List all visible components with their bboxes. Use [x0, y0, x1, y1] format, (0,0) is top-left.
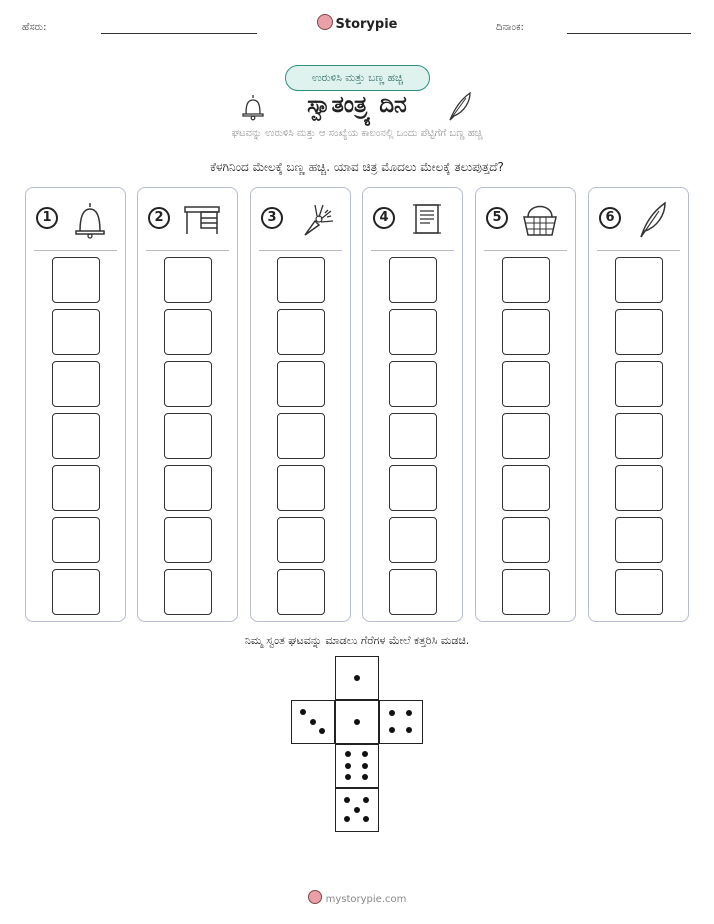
color-box[interactable] — [389, 517, 437, 563]
color-box[interactable] — [52, 465, 100, 511]
date-label: ದಿನಾಂಕ: — [496, 22, 524, 33]
dice-pip — [319, 728, 325, 734]
color-box[interactable] — [52, 517, 100, 563]
dice-pip — [389, 710, 395, 716]
storypie-logo-icon — [317, 14, 333, 30]
column-divider — [146, 250, 229, 251]
dice-pip — [362, 751, 368, 757]
subtitle: ಘಟವನ್ನು ಉರುಳಿಸಿ ಮತ್ತು ಆ ಸಂಖ್ಯೆಯ ಕಾಲಂನಲ್ಲಿ ಒಂದು ಪೆಟ್ಟಿಗೆಗೆ ಬಣ್ಣ ಹಚ್ಚಿ — [231, 128, 483, 139]
dice-face-4 — [379, 700, 423, 744]
dice-pip — [406, 727, 412, 733]
color-box[interactable] — [164, 517, 212, 563]
color-box[interactable] — [277, 361, 325, 407]
dice-face-1 — [335, 656, 379, 700]
column-1 — [25, 187, 126, 622]
dice-pip — [362, 763, 368, 769]
column-3 — [250, 187, 351, 622]
storypie-footer-logo-icon — [308, 890, 322, 904]
dice-pip — [362, 774, 368, 780]
column-4 — [362, 187, 463, 622]
dice-pip — [345, 774, 351, 780]
color-box[interactable] — [389, 413, 437, 459]
color-box[interactable] — [52, 309, 100, 355]
color-box[interactable] — [389, 465, 437, 511]
name-input-line[interactable] — [101, 33, 257, 34]
color-box[interactable] — [164, 413, 212, 459]
bell-icon — [70, 199, 110, 239]
color-box[interactable] — [502, 257, 550, 303]
dice-pip — [406, 710, 412, 716]
brand-name: Storypie — [335, 17, 398, 32]
column-2 — [137, 187, 238, 622]
color-box[interactable] — [502, 569, 550, 615]
quill-icon — [633, 199, 673, 239]
color-box[interactable] — [277, 569, 325, 615]
column-number: 5 — [486, 207, 508, 229]
dice-face-6 — [335, 744, 379, 788]
color-box[interactable] — [615, 517, 663, 563]
question: ಕೆಳಗಿನಿಂದ ಮೇಲಕ್ಕೆ ಬಣ್ಣ ಹಚ್ಚಿ. ಯಾವ ಚಿತ್ರ ಮೊದಲು ಮೇಲಕ್ಕೆ ತಲುಪುತ್ತದೆ? — [210, 160, 504, 174]
column-number: 6 — [599, 207, 621, 229]
color-box[interactable] — [52, 257, 100, 303]
dice-pip — [345, 751, 351, 757]
color-box[interactable] — [277, 309, 325, 355]
scroll-icon — [407, 199, 447, 239]
dice-face-1 — [335, 700, 379, 744]
column-number: 4 — [373, 207, 395, 229]
color-box[interactable] — [389, 569, 437, 615]
dice-pip — [345, 763, 351, 769]
dice-pip — [363, 797, 369, 803]
dice-pip — [363, 816, 369, 822]
column-5 — [475, 187, 576, 622]
column-divider — [371, 250, 454, 251]
color-box[interactable] — [277, 465, 325, 511]
color-box[interactable] — [164, 465, 212, 511]
dice-pip — [389, 727, 395, 733]
dice-pip — [354, 719, 360, 725]
color-box[interactable] — [502, 413, 550, 459]
color-box[interactable] — [164, 361, 212, 407]
column-6 — [588, 187, 689, 622]
brand — [0, 14, 714, 32]
dice-face-5 — [335, 788, 379, 832]
dice-pip — [310, 719, 316, 725]
color-box[interactable] — [502, 361, 550, 407]
dice-pip — [344, 816, 350, 822]
color-box[interactable] — [164, 257, 212, 303]
color-box[interactable] — [164, 309, 212, 355]
column-number: 1 — [36, 207, 58, 229]
dice-pip — [300, 709, 306, 715]
desk-icon — [182, 199, 222, 239]
footer-site: mystorypie.com — [325, 894, 407, 905]
quill-icon — [446, 90, 474, 122]
page-title: ಸ್ವಾತಂತ್ರ್ಯ ದಿನ — [307, 92, 407, 118]
color-box[interactable] — [52, 413, 100, 459]
color-box[interactable] — [615, 257, 663, 303]
color-box[interactable] — [277, 257, 325, 303]
color-box[interactable] — [389, 257, 437, 303]
dice-instruction: ನಿಮ್ಮ ಸ್ವಂತ ಘಟವನ್ನು ಮಾಡಲು ಗೆರೆಗಳ ಮೇಲೆ ಕತ್ತರಿಸಿ ಮಡಚಿ. — [244, 634, 470, 647]
color-box[interactable] — [502, 465, 550, 511]
column-divider — [34, 250, 117, 251]
column-number: 2 — [148, 207, 170, 229]
color-box[interactable] — [502, 517, 550, 563]
color-box[interactable] — [615, 465, 663, 511]
color-box[interactable] — [52, 361, 100, 407]
color-box[interactable] — [277, 413, 325, 459]
dice-pip — [354, 807, 360, 813]
name-label: ಹೆಸರು: — [22, 22, 47, 33]
color-box[interactable] — [615, 309, 663, 355]
activity-tag: ಉರುಳಿಸಿ ಮತ್ತು ಬಣ್ಣ ಹಚ್ಚಿ — [285, 65, 430, 91]
column-divider — [484, 250, 567, 251]
dice-pip — [344, 797, 350, 803]
color-box[interactable] — [389, 309, 437, 355]
color-box[interactable] — [277, 517, 325, 563]
color-box[interactable] — [615, 413, 663, 459]
color-box[interactable] — [389, 361, 437, 407]
color-box[interactable] — [615, 361, 663, 407]
dice-pip — [354, 675, 360, 681]
column-divider — [259, 250, 342, 251]
firework-icon — [295, 199, 335, 239]
color-box[interactable] — [502, 309, 550, 355]
basket-icon — [520, 199, 560, 239]
date-input-line[interactable] — [567, 33, 691, 34]
footer — [0, 890, 714, 905]
dice-face-3 — [291, 700, 335, 744]
color-box[interactable] — [52, 569, 100, 615]
column-divider — [597, 250, 680, 251]
color-box[interactable] — [164, 569, 212, 615]
color-box[interactable] — [615, 569, 663, 615]
column-number: 3 — [261, 207, 283, 229]
